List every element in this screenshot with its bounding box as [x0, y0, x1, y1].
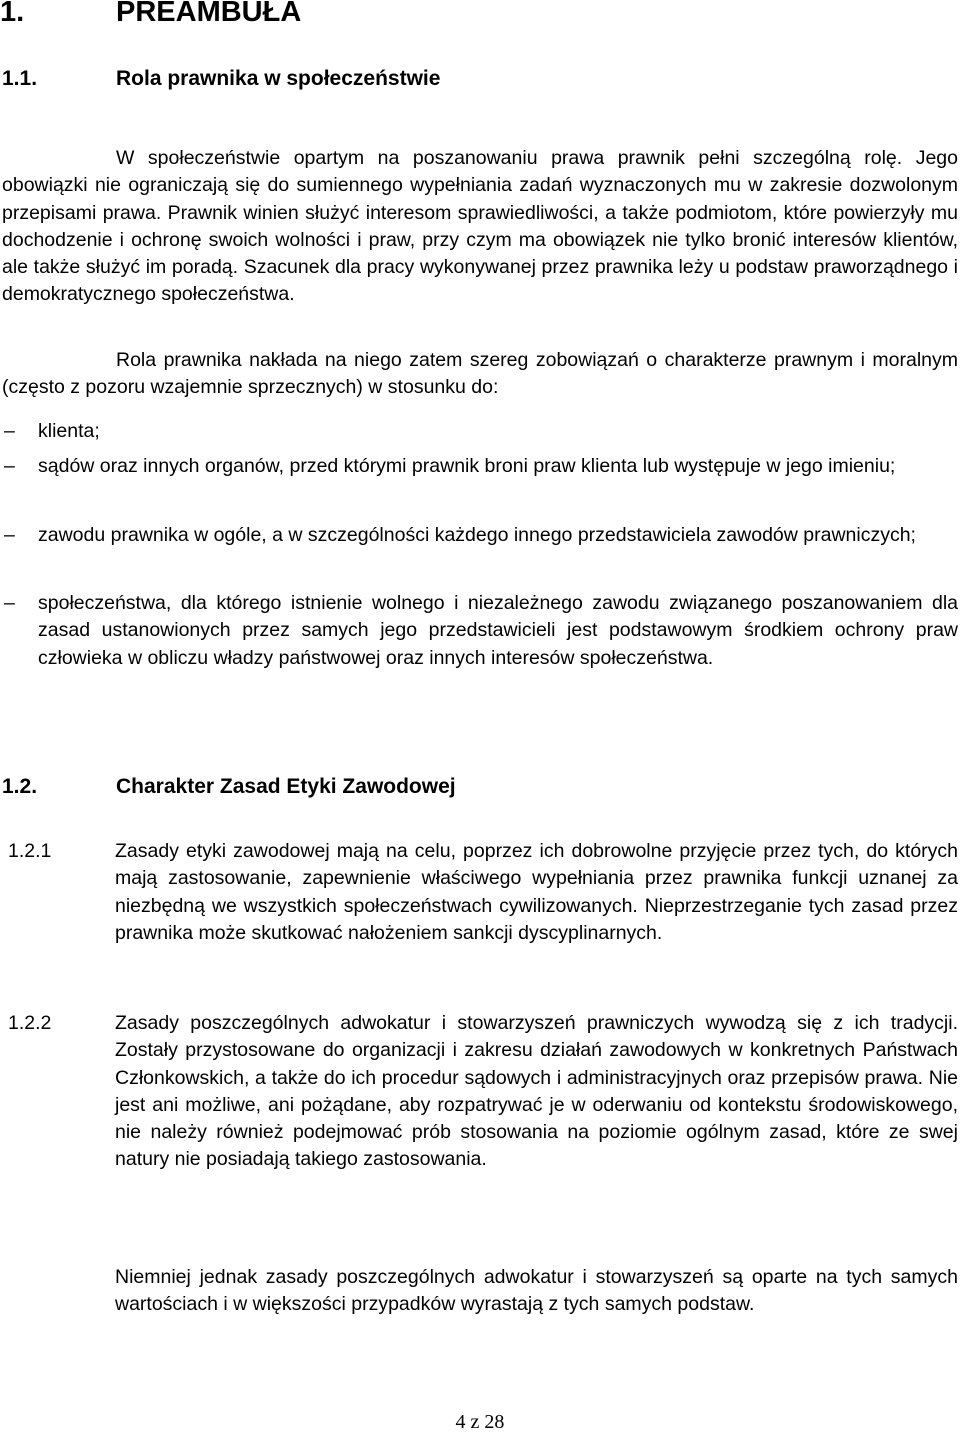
list-item-text: zawodu prawnika w ogóle, a w szczególności każdego innego przedstawiciela zawodów prawniczych; [38, 524, 916, 546]
paragraph-text: Zasady etyki zawodowej mają na celu, poprzez ich dobrowolne przyjęcie przez tych, do których mają zastosowanie, zapewnienie właściwego wypełniania przez prawnika funkcji uznanej za niezbędną we wszystkich społeczeństwach cywilizowanych. Nieprzestrzeganie tych zasad przez prawnika może skutkować nałożeniem sankcji dyscyplinarnych. [115, 840, 958, 944]
section-heading-1-1 [0, 64, 960, 94]
bullet-dash: – [4, 592, 15, 614]
list-item-text: społeczeństwa, dla którego istnienie wolnego i niezależnego zawodu związanego poszanowaniem dla zasad ustanowionych przez samych jego przedstawicieli jest podstawowym środkiem ochrony praw człowieka w obliczu władzy państwowej oraz innych interesów społeczeństwa. [38, 592, 958, 669]
paragraph-number: 1.2.1 [8, 840, 52, 862]
section-number: 1.1. [2, 67, 38, 90]
section-title: Rola prawnika w społeczeństwie [116, 67, 441, 90]
chapter-number: 1. [0, 0, 25, 28]
bullet-dash: – [4, 455, 15, 477]
paragraph-text: Niemniej jednak zasady poszczególnych adwokatur i stowarzyszeń są oparte na tych samych wartościach i w większości przypadków wyrastają z tych samych podstaw. [115, 1266, 958, 1316]
bullet-dash: – [4, 420, 15, 442]
paragraph-role-of-lawyer: W społeczeństwie opartym na poszanowaniu prawa prawnik pełni szczególną rolę. Jego obowiązki nie ograniczają się do sumiennego wypełniania zadań wyznaczonych mu w zakresie dozwolonym przepisami prawa. Prawnik winien służyć interesom sprawiedliwości, a także podmiotom, które powierzyły mu dochodzenie i ochronę swoich wolności i praw, przy czym ma obowiązek nie tylko bronić interesów klientów, ale także służyć im poradą. Szacunek dla pracy wykonywanej przez prawnika leży u podstaw praworządnego i demokratycznego społeczeństwa. [2, 147, 958, 306]
section-heading-1-2 [0, 772, 960, 802]
paragraph-number: 1.2.2 [8, 1012, 52, 1034]
paragraph-obligations: Rola prawnika nakłada na niego zatem szereg zobowiązań o charakterze prawnym i moralnym (często z pozoru wzajemnie sprzecznych) w stosunku do: [2, 349, 958, 399]
section-title: Charakter Zasad Etyki Zawodowej [116, 775, 456, 798]
chapter-heading [0, 0, 960, 32]
list-item-text: klienta; [38, 420, 100, 442]
section-number: 1.2. [2, 775, 38, 798]
bullet-dash: – [4, 524, 15, 546]
page-number: 4 z 28 [455, 1411, 505, 1433]
list-item-text: sądów oraz innych organów, przed którymi prawnik broni praw klienta lub występuje w jego imieniu; [38, 455, 896, 477]
chapter-title: PREAMBUŁA [116, 0, 302, 28]
paragraph-text: Zasady poszczególnych adwokatur i stowarzyszeń prawniczych wywodzą się z ich tradycji. Zostały przystosowane do organizacji i zakresu działań zawodowych w konkretnych Państwach Członkowskich, a także do ich procedur sądowych i administracyjnych oraz przepisów prawa. Nie jest ani możliwe, ani pożądane, aby rozpatrywać je w oderwaniu od kontekstu środowiskowego, nie należy również podejmować prób stosowania na poziomie ogólnym zasad, które ze swej natury nie posiadają takiego zastosowania. [115, 1012, 958, 1171]
